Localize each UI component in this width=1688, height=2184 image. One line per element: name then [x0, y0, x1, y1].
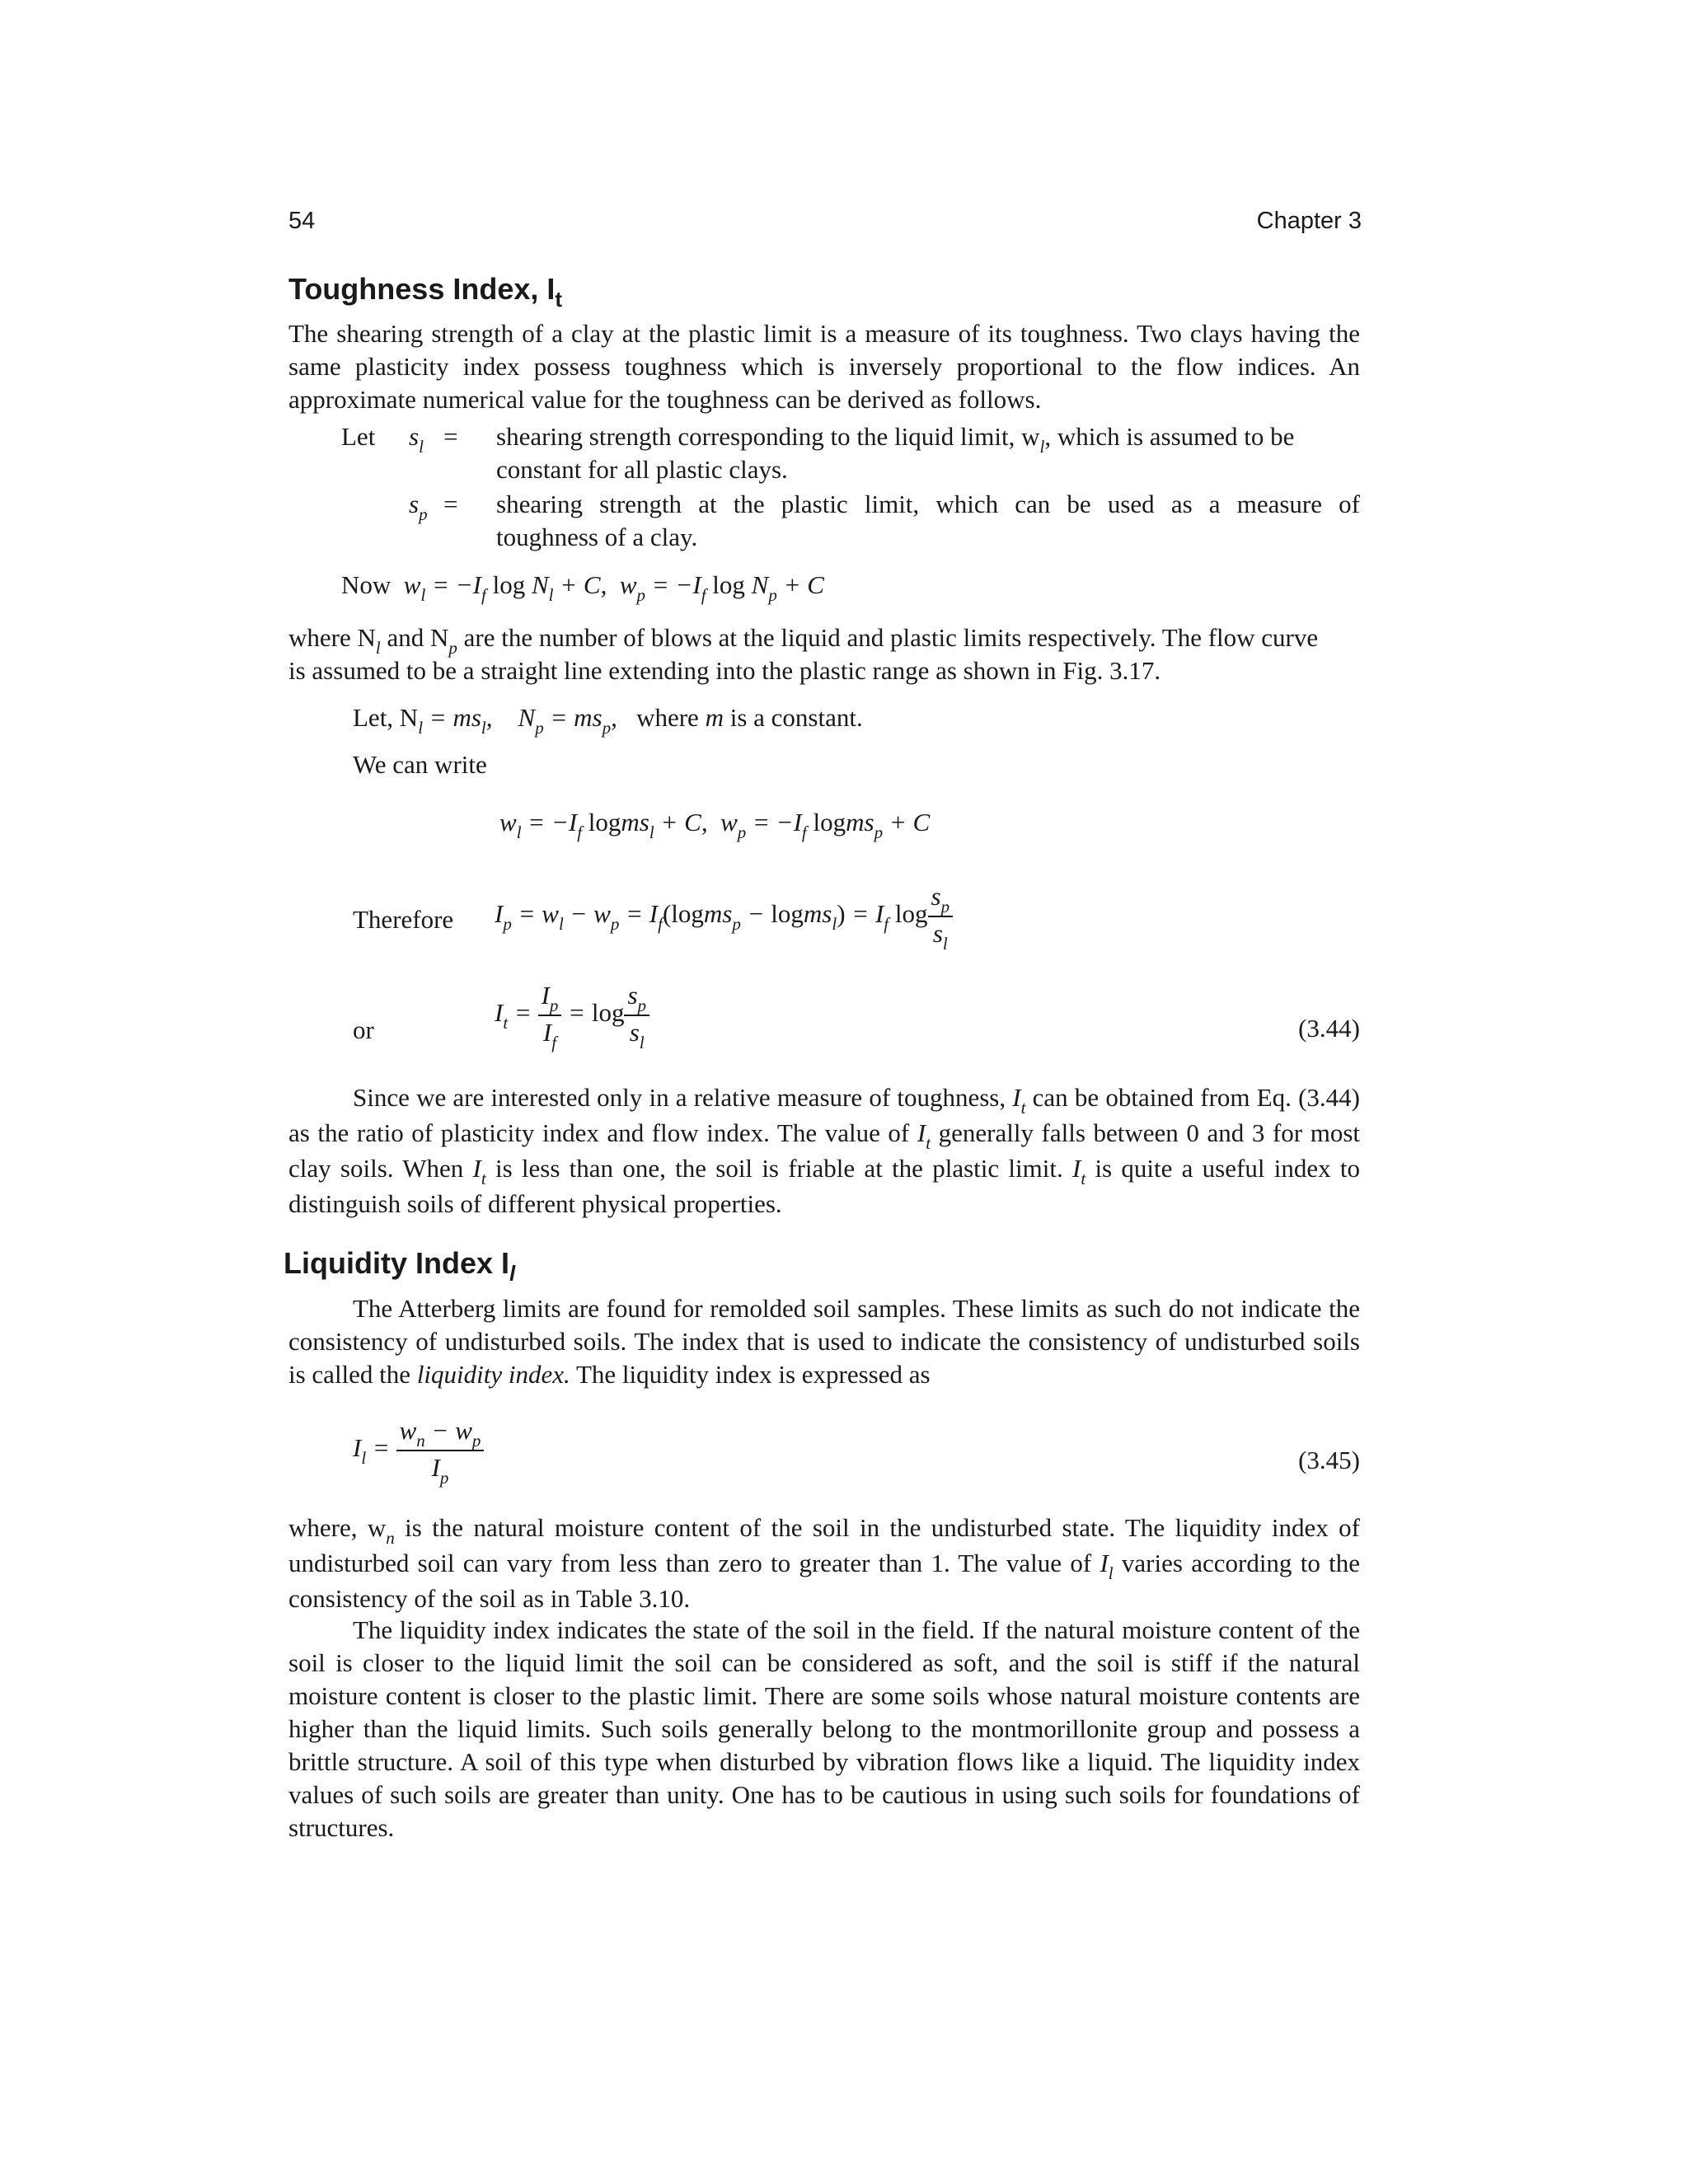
def1-text-line1: shearing strength corresponding to the liquid limit, $w_l$, which is assumed to be: [496, 422, 1295, 457]
we-can-write: We can write: [353, 750, 487, 779]
def1-symbol: $s_l$: [409, 422, 424, 457]
chapter-label: Chapter 3: [1256, 208, 1362, 234]
toughness-paragraph-2: Since we are interested only in a relative measure of toughness, $I_t$ can be obtained from Eq. (3.44) as the ratio of plasticity index and flow index. The value of $I_t$ generally falls between 0 and 3 for most clay soils. When $I_t$ is less than one, the soil is friable at the plastic limit. $I_t$ is quite a useful index to distinguish soils of different physical properties.: [288, 1083, 1361, 1218]
def2-equals: =: [443, 490, 458, 518]
liquidity-paragraph-1: The Atterberg limits are found for remolded soil samples. These limits as such do not indicate the consistency of undisturbed soils. The index that is used to indicate the consistency of undisturbed soils is called the liquidity index. The liquidity index is expressed as: [288, 1294, 1360, 1389]
page-number: 54: [288, 208, 316, 234]
def2-text-line2: toughness of a clay.: [496, 523, 698, 551]
section-heading-liquidity: Liquidity Index $I_l$: [284, 1246, 516, 1286]
def1-equals: =: [443, 422, 458, 451]
equation-3-45: $I_l$ = $\frac{w_n - w_p}{I_p}$: [353, 1416, 484, 1485]
equation-number-3-44: (3.44): [1298, 1014, 1360, 1043]
equation-wl-wp: $w_l = -I_f$ logms$_l$ + C, $w_p = -I_f$ logms$_p$ + C: [499, 808, 931, 842]
equation-therefore: $I_p = w_l - w_p$ = $I_f(logms_p$ − logms$_l$) = $I_f$ log $\frac{s_p}{s_l}$: [495, 882, 953, 951]
let-word: Let: [341, 422, 376, 451]
def1-text-line2: constant for all plastic clays.: [496, 455, 788, 484]
or-label: or: [353, 1015, 374, 1044]
equation-number-3-45: (3.45): [1298, 1446, 1360, 1474]
where-paragraph-line1: where $N_l$ and $N_p$ are the number of blows at the liquid and plastic limits respectively. The flow curve: [288, 623, 1319, 658]
section-heading-toughness: Toughness Index, $I_t$: [288, 272, 563, 312]
liquidity-paragraph-3: The liquidity index indicates the state of the soil in the field. If the natural moisture content of the soil is closer to the liquid limit the soil can be considered as soft, and the soil is stiff if the natural moisture content is closer to the plastic limit. There are some soils whose natural moisture contents are higher than the liquid limits. Such soils generally belong to the montmorillonite group and possess a brittle structure. A soil of this type when disturbed by vibration flows like a liquid. The liquidity index values of such soils are greater than unity. One has to be cautious in using such soils for foundations of structures.: [288, 1615, 1360, 1842]
toughness-paragraph-1: The shearing strength of a clay at the plastic limit is a measure of its toughness. Two clays having the same plasticity index possess toughness which is inversely proportional to the flow indices. An approximate numerical value for the toughness can be derived as follows.: [288, 319, 1360, 414]
def2-text-line1: shearing strength at the plastic limit, which can be used as a measure of: [496, 490, 1360, 518]
where-paragraph-line2: is assumed to be a straight line extending into the plastic range as shown in Fig. 3.17.: [288, 656, 1161, 685]
equation-now: Now $w_l = -I_f$ $\log N_l + C$, $w_p = -I_f$ $\log N_p + C$: [341, 570, 824, 605]
therefore-label: Therefore: [353, 905, 454, 934]
def2-symbol: $s_p$: [409, 490, 428, 524]
liquidity-paragraph-2: where, $w_n$ is the natural moisture content of the soil in the undisturbed state. The liquidity index of undisturbed soil can vary from less than zero to greater than 1. The value of $I_l$ varies according to the consistency of the soil as in Table 3.10.: [288, 1513, 1361, 1613]
equation-let-n: Let, $N_l = ms_l$, $N_p = ms_p$, where m is a constant.: [353, 703, 863, 738]
equation-3-44: $I_t$ = $\frac{I_p}{I_f}$ = log $\frac{s_p}{s_l}$: [495, 981, 649, 1050]
